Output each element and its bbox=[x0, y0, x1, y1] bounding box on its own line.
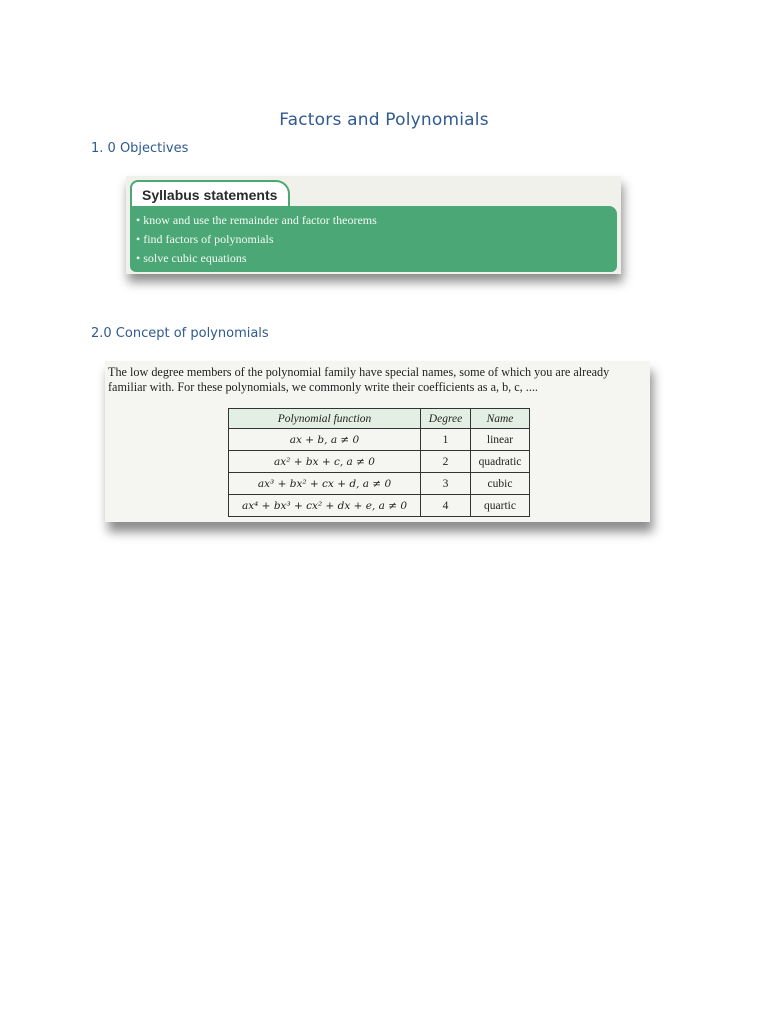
syllabus-item-text: know and use the remainder and factor theorems bbox=[143, 213, 377, 227]
table-cell: quadratic bbox=[471, 451, 530, 473]
table-cell: 1 bbox=[421, 429, 471, 451]
table-row bbox=[229, 429, 530, 451]
syllabus-label: Syllabus statements bbox=[142, 187, 278, 203]
syllabus-item bbox=[136, 249, 611, 268]
column-header: Polynomial function bbox=[229, 409, 421, 429]
bullet-icon: • bbox=[136, 251, 141, 265]
bullet-icon: • bbox=[136, 213, 141, 227]
syllabus-tab bbox=[130, 180, 290, 208]
table-cell: ax⁴ + bx³ + cx² + dx + e, a ≠ 0 bbox=[229, 495, 421, 517]
column-header: Name bbox=[471, 409, 530, 429]
polynomial-table bbox=[228, 408, 530, 517]
table-cell: 3 bbox=[421, 473, 471, 495]
table-cell: linear bbox=[471, 429, 530, 451]
intro-paragraph bbox=[108, 365, 650, 395]
table-cell: 2 bbox=[421, 451, 471, 473]
table-cell: quartic bbox=[471, 495, 530, 517]
syllabus-item bbox=[136, 211, 611, 230]
section-heading-concept: 2.0 Concept of polynomials bbox=[91, 326, 269, 341]
section-heading-objectives: 1. 0 Objectives bbox=[91, 141, 189, 156]
syllabus-statements-image bbox=[126, 176, 621, 274]
polynomial-names-image bbox=[105, 361, 650, 522]
table-cell: cubic bbox=[471, 473, 530, 495]
syllabus-panel bbox=[130, 206, 617, 272]
table-row bbox=[229, 473, 530, 495]
table-row bbox=[229, 451, 530, 473]
syllabus-item-text: find factors of polynomials bbox=[143, 232, 274, 246]
column-header: Degree bbox=[421, 409, 471, 429]
table-header-row bbox=[229, 409, 530, 429]
table-cell: ax² + bx + c, a ≠ 0 bbox=[229, 451, 421, 473]
intro-line: familiar with. For these polynomials, we commonly write their coefficients as a, b, c, .... bbox=[108, 380, 538, 394]
table-row bbox=[229, 495, 530, 517]
intro-line: The low degree members of the polynomial family have special names, some of which you are already bbox=[108, 365, 610, 379]
table-cell: ax³ + bx² + cx + d, a ≠ 0 bbox=[229, 473, 421, 495]
table-cell: ax + b, a ≠ 0 bbox=[229, 429, 421, 451]
bullet-icon: • bbox=[136, 232, 141, 246]
table-cell: 4 bbox=[421, 495, 471, 517]
syllabus-item bbox=[136, 230, 611, 249]
syllabus-item-text: solve cubic equations bbox=[143, 251, 247, 265]
document-title: Factors and Polynomials bbox=[279, 110, 489, 130]
